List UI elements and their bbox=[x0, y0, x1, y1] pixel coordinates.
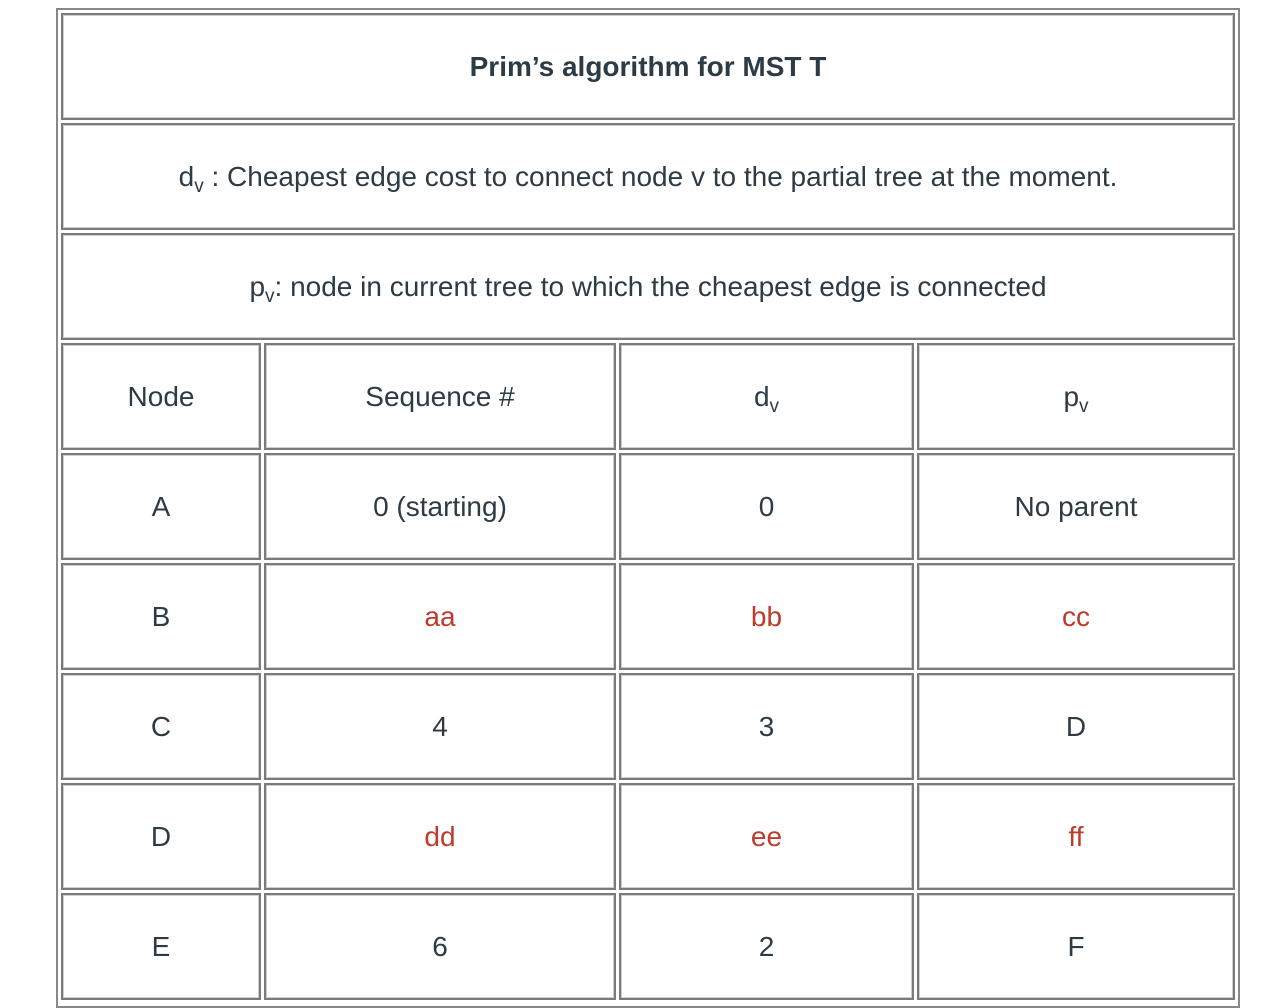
cell-sequence: 0 (starting) bbox=[264, 453, 616, 560]
header-pv-subscript: v bbox=[1079, 395, 1089, 417]
pv-definition-row bbox=[61, 233, 1235, 340]
header-dv-subscript: v bbox=[769, 395, 780, 417]
table-row bbox=[61, 673, 1235, 780]
cell-node: B bbox=[61, 563, 261, 670]
prim-algorithm-table bbox=[58, 10, 1238, 1003]
cell-pv: F bbox=[917, 893, 1235, 1000]
header-dv-symbol: d bbox=[753, 380, 770, 412]
cell-dv: 2 bbox=[619, 893, 914, 1000]
dv-definition-row bbox=[61, 123, 1235, 230]
cell-dv-placeholder: bb bbox=[619, 563, 914, 670]
cell-dv: 3 bbox=[619, 673, 914, 780]
pv-definition-text: : node in current tree to which the cheapest edge is connected bbox=[274, 270, 1047, 302]
cell-node: A bbox=[61, 453, 261, 560]
header-pv bbox=[917, 343, 1235, 450]
dv-subscript: v bbox=[194, 175, 204, 197]
cell-pv-placeholder: cc bbox=[917, 563, 1235, 670]
cell-dv-placeholder: ee bbox=[619, 783, 914, 890]
title-row bbox=[61, 13, 1235, 120]
cell-dv: 0 bbox=[619, 453, 914, 560]
header-pv-symbol: p bbox=[1063, 380, 1080, 412]
table-row bbox=[61, 453, 1235, 560]
pv-subscript: v bbox=[265, 285, 275, 307]
table-row bbox=[61, 563, 1235, 670]
cell-sequence-placeholder: aa bbox=[264, 563, 616, 670]
dv-symbol: d bbox=[178, 160, 195, 192]
pv-symbol: p bbox=[249, 270, 266, 302]
cell-sequence: 6 bbox=[264, 893, 616, 1000]
cell-pv: No parent bbox=[917, 453, 1235, 560]
pv-definition bbox=[61, 233, 1235, 340]
dv-definition bbox=[61, 123, 1235, 230]
table-row bbox=[61, 893, 1235, 1000]
header-node: Node bbox=[61, 343, 261, 450]
cell-pv: D bbox=[917, 673, 1235, 780]
table-row bbox=[61, 783, 1235, 890]
cell-sequence: 4 bbox=[264, 673, 616, 780]
header-dv bbox=[619, 343, 914, 450]
cell-pv-placeholder: ff bbox=[917, 783, 1235, 890]
cell-node: D bbox=[61, 783, 261, 890]
cell-node: E bbox=[61, 893, 261, 1000]
header-row bbox=[61, 343, 1235, 450]
header-sequence: Sequence # bbox=[264, 343, 616, 450]
cell-node: C bbox=[61, 673, 261, 780]
dv-definition-text: : Cheapest edge cost to connect node v to the partial tree at the moment. bbox=[203, 160, 1118, 192]
table-title: Prim’s algorithm for MST T bbox=[61, 13, 1235, 120]
cell-sequence-placeholder: dd bbox=[264, 783, 616, 890]
